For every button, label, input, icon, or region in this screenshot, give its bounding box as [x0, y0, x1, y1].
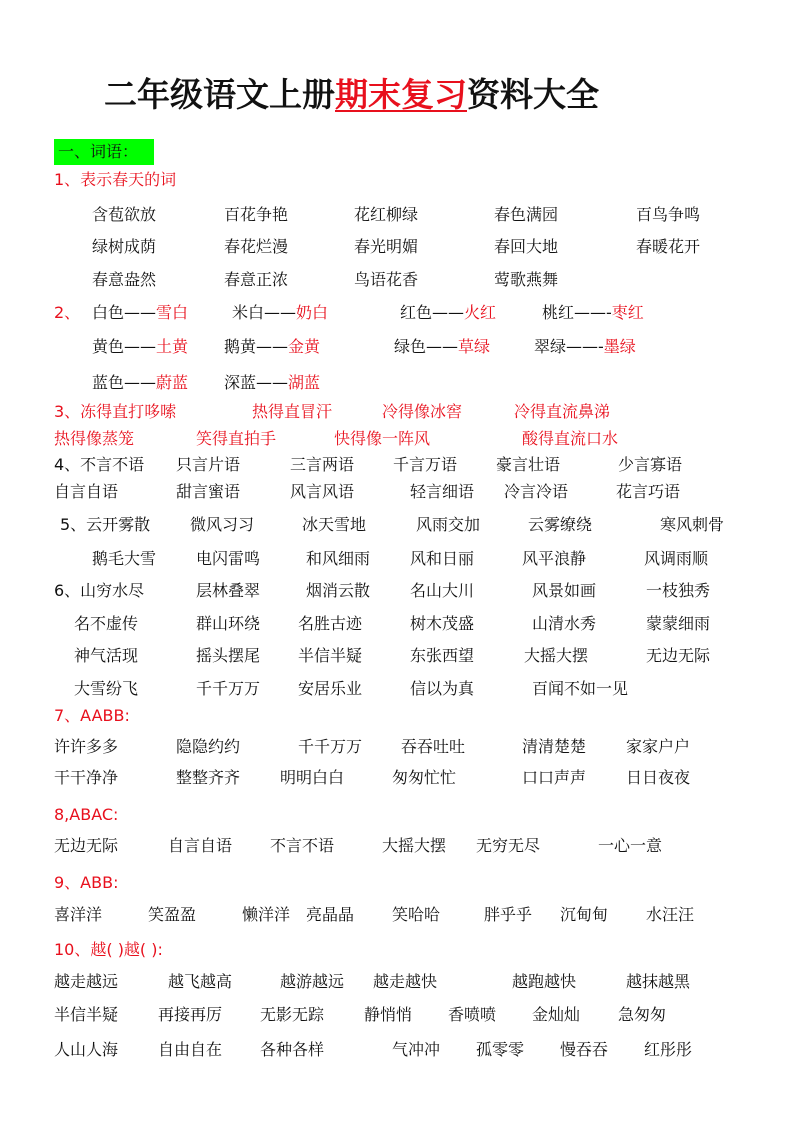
word: 家家户户 — [626, 737, 691, 756]
color-pair: 红色——火红 — [400, 303, 497, 322]
phrase: 热得直冒汗 — [252, 402, 333, 421]
word: 匆匆忙忙 — [392, 768, 457, 787]
word: 干干净净 — [54, 768, 119, 787]
word: 一心一意 — [598, 836, 663, 855]
phrase: 冷得像冰窖 — [382, 402, 463, 421]
word: 春暖花开 — [636, 237, 701, 256]
word: 烟消云散 — [306, 581, 371, 600]
word: 气冲冲 — [392, 1040, 441, 1059]
word: 慢吞吞 — [560, 1040, 609, 1059]
phrase: 3、冻得直打哆嗦 — [54, 402, 177, 421]
word: 百鸟争鸣 — [636, 205, 701, 224]
color-pair: 桃红——-枣红 — [542, 303, 644, 322]
word: 半信半疑 — [298, 646, 363, 665]
word: 沉甸甸 — [560, 905, 609, 924]
word: 风和日丽 — [410, 549, 475, 568]
group-1-heading: 1、表示春天的词 — [54, 170, 177, 189]
word: 只言片语 — [176, 455, 241, 474]
group-2-number: 2、 — [54, 303, 81, 322]
word: 风言风语 — [290, 482, 355, 501]
word: 寒风刺骨 — [660, 515, 725, 534]
word: 少言寡语 — [618, 455, 683, 474]
word: 无穷无尽 — [476, 836, 541, 855]
word: 群山环绕 — [196, 614, 261, 633]
word: 鹅毛大雪 — [92, 549, 157, 568]
color-pair: 绿色——草绿 — [394, 337, 491, 356]
phrase: 快得像一阵风 — [334, 429, 431, 448]
word: 微风习习 — [190, 515, 255, 534]
title-highlight: 期末复习 — [335, 75, 467, 114]
word: 隐隐约约 — [176, 737, 241, 756]
word: 花红柳绿 — [354, 205, 419, 224]
group-8-heading: 8,ABAC: — [54, 805, 119, 824]
word: 5、云开雾散 — [60, 515, 151, 534]
word: 越飞越高 — [168, 972, 233, 991]
word: 越跑越快 — [512, 972, 577, 991]
word: 胖乎乎 — [484, 905, 533, 924]
word: 和风细雨 — [306, 549, 371, 568]
word: 大摇大摆 — [382, 836, 447, 855]
word: 越游越远 — [280, 972, 345, 991]
word: 吞吞吐吐 — [401, 737, 466, 756]
word: 名胜古迹 — [298, 614, 363, 633]
word: 名山大川 — [410, 581, 475, 600]
color-pair: 米白——奶白 — [232, 303, 329, 322]
word: 摇头摆尾 — [196, 646, 261, 665]
word: 越走越快 — [373, 972, 438, 991]
word: 春意正浓 — [224, 270, 289, 289]
word: 日日夜夜 — [626, 768, 691, 787]
word: 清清楚楚 — [522, 737, 587, 756]
color-pair: 黄色——土黄 — [92, 337, 189, 356]
word: 不言不语 — [270, 836, 335, 855]
phrase: 热得像蒸笼 — [54, 429, 135, 448]
word: 自言自语 — [54, 482, 119, 501]
word: 明明白白 — [280, 768, 345, 787]
word: 千言万语 — [393, 455, 458, 474]
word: 春回大地 — [494, 237, 559, 256]
word: 东张西望 — [410, 646, 475, 665]
word: 笑盈盈 — [148, 905, 197, 924]
word: 急匆匆 — [618, 1005, 667, 1024]
word: 整整齐齐 — [176, 768, 241, 787]
word: 无影无踪 — [260, 1005, 325, 1024]
word: 风景如画 — [532, 581, 597, 600]
word: 风平浪静 — [522, 549, 587, 568]
word: 喜洋洋 — [54, 905, 103, 924]
word: 静悄悄 — [364, 1005, 413, 1024]
word: 豪言壮语 — [496, 455, 561, 474]
word: 越抹越黑 — [626, 972, 691, 991]
word: 蒙蒙细雨 — [646, 614, 711, 633]
phrase: 笑得直拍手 — [196, 429, 277, 448]
group-10-heading: 10、越( )越( ): — [54, 940, 163, 959]
word: 冷言冷语 — [504, 482, 569, 501]
word: 树木茂盛 — [410, 614, 475, 633]
word: 一枝独秀 — [646, 581, 711, 600]
word: 含苞欲放 — [92, 205, 157, 224]
word: 半信半疑 — [54, 1005, 119, 1024]
word: 红彤彤 — [644, 1040, 693, 1059]
word: 花言巧语 — [616, 482, 681, 501]
page-title: 二年级语文上册期末复习资料大全 — [104, 75, 599, 114]
word: 名不虚传 — [74, 614, 139, 633]
word: 甜言蜜语 — [176, 482, 241, 501]
word: 春花烂漫 — [224, 237, 289, 256]
word: 无边无际 — [54, 836, 119, 855]
word: 春意盎然 — [92, 270, 157, 289]
word: 轻言细语 — [410, 482, 475, 501]
word: 口口声声 — [522, 768, 587, 787]
word: 自言自语 — [168, 836, 233, 855]
word: 越走越远 — [54, 972, 119, 991]
word: 4、不言不语 — [54, 455, 145, 474]
word: 春色满园 — [494, 205, 559, 224]
word: 风调雨顺 — [644, 549, 709, 568]
word: 山清水秀 — [532, 614, 597, 633]
word: 孤零零 — [476, 1040, 525, 1059]
word: 百花争艳 — [224, 205, 289, 224]
word: 层林叠翠 — [196, 581, 261, 600]
phrase: 冷得直流鼻涕 — [514, 402, 611, 421]
color-pair: 白色——雪白 — [92, 303, 189, 322]
word: 千千万万 — [298, 737, 363, 756]
word: 莺歌燕舞 — [494, 270, 559, 289]
word: 香喷喷 — [448, 1005, 497, 1024]
word: 再接再厉 — [158, 1005, 223, 1024]
word: 鸟语花香 — [354, 270, 419, 289]
word: 水汪汪 — [646, 905, 695, 924]
word: 人山人海 — [54, 1040, 119, 1059]
word: 千千万万 — [196, 679, 261, 698]
word: 大雪纷飞 — [74, 679, 139, 698]
color-pair: 深蓝——湖蓝 — [224, 373, 321, 392]
word: 云雾缭绕 — [528, 515, 593, 534]
word: 绿树成荫 — [92, 237, 157, 256]
color-pair: 鹅黄——金黄 — [224, 337, 321, 356]
group-9-heading: 9、ABB: — [54, 873, 119, 892]
word: 三言两语 — [290, 455, 355, 474]
section-heading-words: 一、词语： — [54, 139, 154, 165]
color-pair: 蓝色——蔚蓝 — [92, 373, 189, 392]
word: 春光明媚 — [354, 237, 419, 256]
group-7-heading: 7、AABB: — [54, 706, 130, 725]
word: 安居乐业 — [298, 679, 363, 698]
word: 6、山穷水尽 — [54, 581, 145, 600]
word: 风雨交加 — [416, 515, 481, 534]
word: 百闻不如一见 — [532, 679, 629, 698]
word: 许许多多 — [54, 737, 119, 756]
word: 神气活现 — [74, 646, 139, 665]
phrase: 酸得直流口水 — [522, 429, 619, 448]
word: 亮晶晶 — [306, 905, 355, 924]
color-pair: 翠绿——-墨绿 — [534, 337, 636, 356]
word: 无边无际 — [646, 646, 711, 665]
word: 懒洋洋 — [242, 905, 291, 924]
word: 金灿灿 — [532, 1005, 581, 1024]
word: 自由自在 — [158, 1040, 223, 1059]
word: 冰天雪地 — [302, 515, 367, 534]
word: 大摇大摆 — [524, 646, 589, 665]
word: 笑哈哈 — [392, 905, 441, 924]
word: 电闪雷鸣 — [196, 549, 261, 568]
word: 信以为真 — [410, 679, 475, 698]
word: 各种各样 — [260, 1040, 325, 1059]
